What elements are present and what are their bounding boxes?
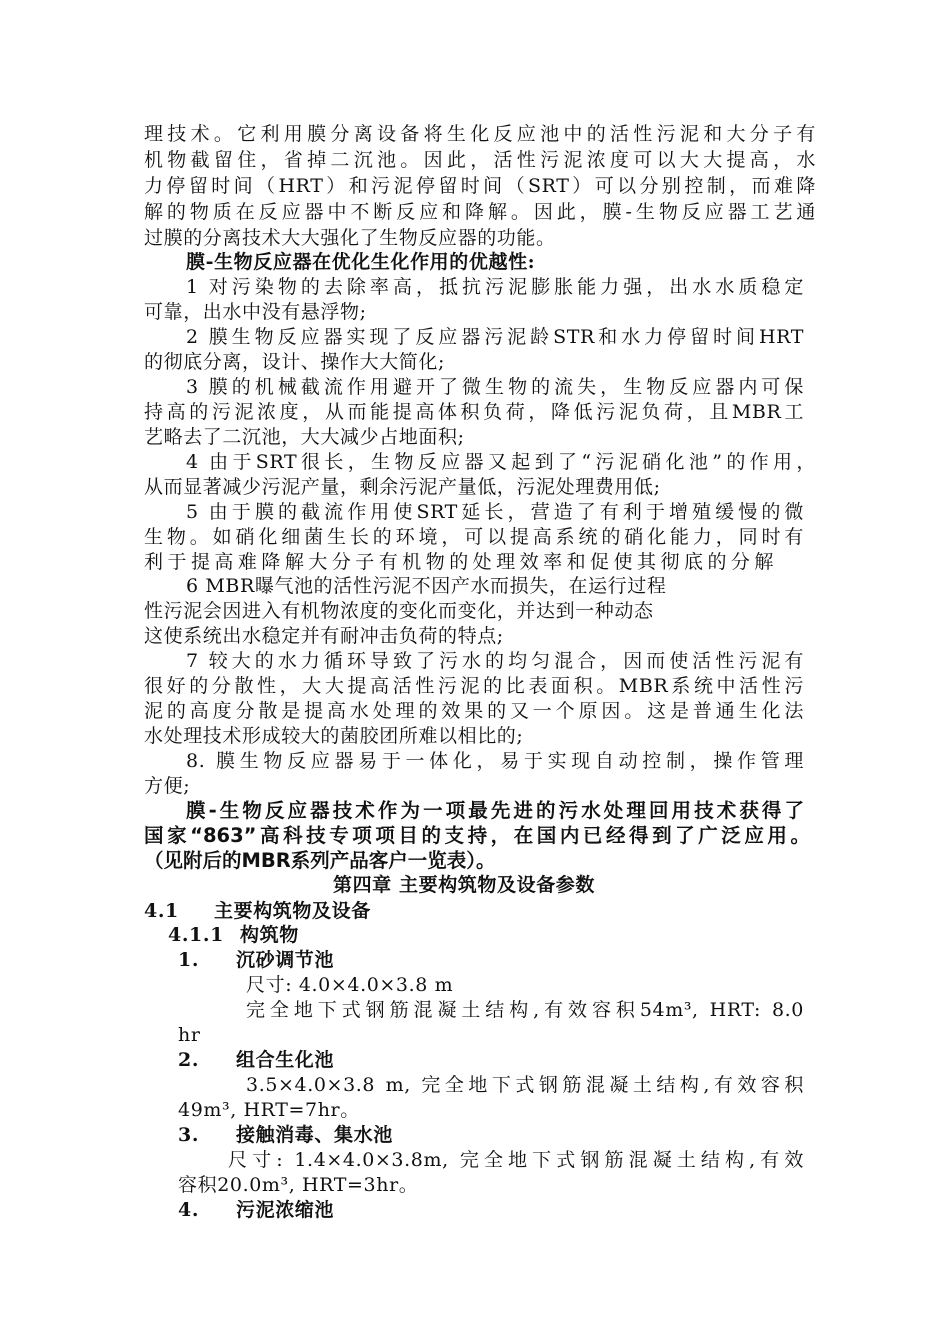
structure-1-detail: 完全地下式钢筋混凝土结构,有效容积54m³, HRT: 8.0 (246, 999, 804, 1021)
advantage-item-5-cont: 利于提高难降解大分子有机物的处理效率和促使其彻底的分解 (144, 551, 774, 573)
advantage-item-4: 4 由于SRT很长，生物反应器又起到了“污泥硝化池”的作用， (186, 451, 816, 473)
advantage-item-8: 8. 膜生物反应器易于一体化，易于实现自动控制，操作管理 (186, 750, 804, 772)
intro-line: 解的物质在反应器中不断反应和降解。因此，膜-生物反应器工艺通 (144, 201, 816, 223)
structure-2-detail: 49m³, HRT=7hr。 (178, 1099, 360, 1121)
subsection-title: 构筑物 (240, 924, 299, 946)
structure-number: 3. (178, 1124, 200, 1146)
advantage-item-8-cont: 方便; (144, 775, 191, 797)
structure-number: 4. (178, 1199, 200, 1221)
structure-heading-2 (178, 1047, 850, 1073)
advantage-item-7-cont: 水处理技术形成较大的菌胶团所难以相比的; (144, 725, 524, 747)
structure-1-detail: 尺寸: 4.0×4.0×3.8 m (246, 974, 454, 996)
advantage-item-3-cont: 艺略去了二沉池，大大减少占地面积; (144, 426, 465, 448)
structure-3-detail: 容积20.0m³, HRT=3hr。 (178, 1174, 419, 1196)
advantage-item-6-cont: 性污泥会因进入有机物浓度的变化而变化，并达到一种动态 (144, 600, 654, 622)
structure-1-detail: hr (178, 1024, 201, 1046)
highlight-paragraph: 膜-生物反应器技术作为一项最先进的污水处理回用技术获得了 (186, 799, 804, 822)
advantages-heading: 膜-生物反应器在优化生化作用的优越性: (186, 251, 536, 273)
advantage-item-2: 2 膜生物反应器实现了反应器污泥龄STR和水力停留时间HRT (186, 326, 804, 348)
structure-name: 组合生化池 (236, 1049, 335, 1071)
advantage-item-3-cont: 持高的污泥浓度，从而能提高体积负荷，降低污泥负荷，且MBR工 (144, 401, 804, 423)
section-number: 4.1 (144, 900, 179, 922)
structure-name: 沉砂调节池 (236, 949, 335, 971)
structure-heading-3 (178, 1122, 850, 1148)
advantage-item-7-cont: 泥的高度分散是提高水处理的效果的又一个原因。这是普通生化法 (144, 700, 804, 722)
intro-line: 力停留时间（HRT）和污泥停留时间（SRT）可以分别控制，而难降 (144, 175, 816, 197)
intro-line: 机物截留住，省掉二沉池。因此，活性污泥浓度可以大大提高，水 (144, 149, 816, 171)
structure-2-detail: 3.5×4.0×3.8 m, 完全地下式钢筋混凝土结构,有效容积 (246, 1074, 804, 1096)
advantage-item-5-cont: 生物。如硝化细菌生长的环境，可以提高系统的硝化能力，同时有 (144, 526, 804, 548)
advantage-item-3: 3 膜的机械截流作用避开了微生物的流失，生物反应器内可保 (186, 376, 804, 398)
advantage-item-7-cont: 很好的分散性，大大提高活性污泥的比表面积。MBR系统中活性污 (144, 675, 804, 697)
structure-name: 接触消毒、集水池 (236, 1124, 393, 1146)
structure-heading-1 (178, 947, 850, 973)
intro-line: 过膜的分离技术大大强化了生物反应器的功能。 (144, 227, 556, 249)
advantage-item-4-cont: 从而显著减少污泥产量，剩余污泥产量低，污泥处理费用低; (144, 476, 661, 498)
advantage-item-6: 6 MBR曝气池的活性污泥不因产水而损失，在运行过程 (186, 575, 667, 597)
structure-name: 污泥浓缩池 (236, 1199, 335, 1221)
intro-line: 理技术。它利用膜分离设备将生化反应池中的活性污泥和大分子有 (144, 123, 816, 145)
advantage-item-1: 1 对污染物的去除率高，抵抗污泥膨胀能力强，出水水质稳定 (186, 276, 804, 298)
subsection-number: 4.1.1 (168, 924, 224, 946)
section-heading (144, 898, 816, 924)
advantage-item-1-cont: 可靠，出水中没有悬浮物; (144, 301, 367, 323)
chapter-title: 第四章 主要构筑物及设备参数 (332, 874, 595, 896)
advantage-item-7: 7 较大的水力循环导致了污水的均匀混合，因而使活性污泥有 (186, 650, 804, 672)
structure-heading-4 (178, 1197, 850, 1223)
advantage-item-2-cont: 的彻底分离，设计、操作大大简化; (144, 351, 446, 373)
highlight-paragraph: 国家“863”高科技专项项目的支持，在国内已经得到了广泛应用。 (144, 824, 810, 847)
subsection-heading (168, 922, 840, 948)
advantage-item-6-cont: 这使系统出水稳定并有耐冲击负荷的特点; (144, 625, 504, 647)
structure-number: 1. (178, 949, 200, 971)
structure-number: 2. (178, 1049, 200, 1071)
section-title: 主要构筑物及设备 (214, 900, 371, 922)
highlight-paragraph: （见附后的MBR系列产品客户一览表）。 (144, 849, 496, 872)
advantage-item-5: 5 由于膜的截流作用使SRT延长，营造了有利于增殖缓慢的微 (186, 501, 804, 523)
structure-3-detail: 尺寸: 1.4×4.0×3.8m, 完全地下式钢筋混凝土结构,有效 (228, 1149, 804, 1171)
